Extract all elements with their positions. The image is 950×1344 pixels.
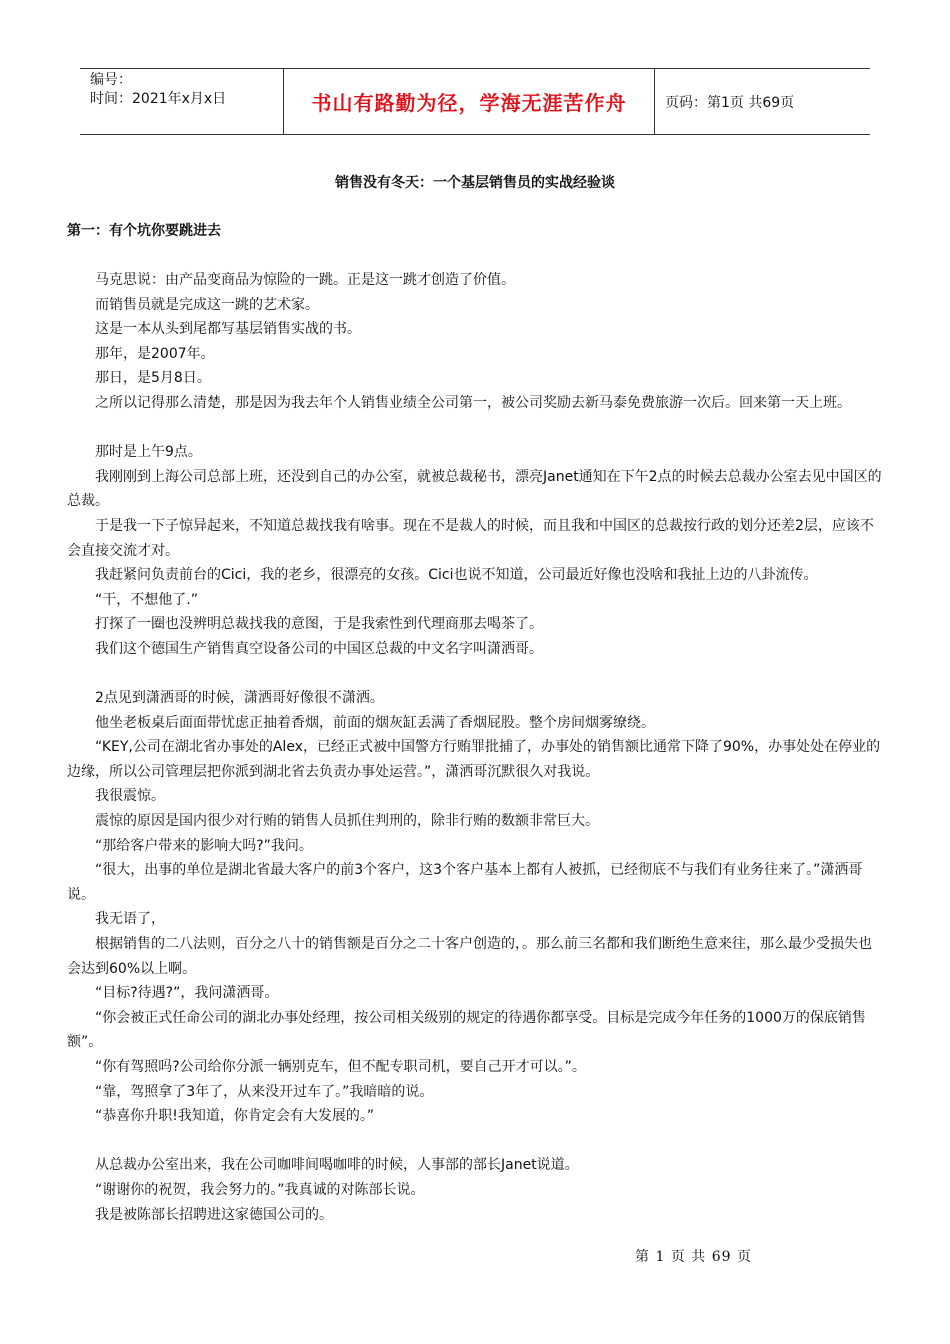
document-title: 销售没有冬天：一个基层销售员的实战经验谈 (335, 175, 615, 191)
header-table (80, 68, 870, 135)
body-paragraph: “恭喜你升职!我知道，你肯定会有大发展的。” (95, 1108, 375, 1125)
body-paragraph: 根据销售的二八法则，百分之八十的销售额是百分之二十客户创造的，。那么前三名都和我们断绝生意来往，那么最少受损失也会达到60%以上啊。 (67, 936, 872, 977)
body-paragraph: “KEY,公司在湖北省办事处的Alex，已经正式被中国警方行贿罪批捕了，办事处的销售额比通常下降了90%，办事处处在停业的边缘，所以公司管理层把你派到湖北省去负责办事处运营。”，潇洒哥沉默很久对我说。 (67, 739, 881, 780)
body-paragraph: “谢谢你的祝贺，我会努力的。”我真诚的对陈部长说。 (95, 1181, 425, 1198)
body-paragraph: 他坐老板桌后面面带忧虑正抽着香烟，前面的烟灰缸丢满了香烟屁股。整个房间烟雾缭绕。 (95, 714, 655, 731)
body-paragraph: 那时是上午9点。 (95, 444, 202, 461)
body-paragraph: 我是被陈部长招聘进这家德国公司的。 (95, 1206, 333, 1223)
body-paragraph: 之所以记得那么清楚，那是因为我去年个人销售业绩全公司第一，被公司奖励去新马泰免费旅游一次后。回来第一天上班。 (95, 394, 851, 411)
paragraph-gap (67, 1129, 883, 1154)
body-paragraph: 而销售员就是完成这一跳的艺术家。 (95, 296, 319, 313)
section-heading: 第一：有个坑你要跳进去 (67, 223, 221, 239)
body-paragraph: 我刚刚到上海公司总部上班，还没到自己的办公室，就被总裁秘书，漂亮Janet通知在下午2点的时候去总裁办公室去见中国区的总裁。 (67, 468, 882, 510)
body-paragraph: “干，不想他了.” (95, 591, 198, 608)
document-time-label: 时间：2021年x月x日 (90, 91, 227, 107)
body-paragraph: “那给客户带来的影响大吗?”我问。 (95, 837, 313, 854)
document-number-label: 编号： (90, 72, 132, 88)
body-paragraph: 我很震惊。 (95, 788, 165, 805)
header-slogan: 书山有路勤为径，学海无涯苦作舟 (283, 69, 655, 134)
body-paragraph: 马克思说：由产品变商品为惊险的一跳。正是这一跳才创造了价值。 (95, 272, 515, 288)
document-body (67, 268, 883, 1227)
body-paragraph: 我赶紧问负责前台的Cici，我的老乡，很漂亮的女孩。Cici也说不知道，公司最近好像也没啥和我扯上边的八卦流传。 (95, 567, 818, 584)
page-footer: 第 1 页 共 69 页 (635, 1249, 752, 1265)
body-paragraph: 打探了一圈也没辨明总裁找我的意图，于是我索性到代理商那去喝茶了。 (95, 616, 543, 633)
body-paragraph: 那日，是5月8日。 (95, 370, 211, 387)
body-paragraph: “靠，驾照拿了3年了，从来没开过车了。”我暗暗的说。 (95, 1083, 434, 1100)
body-paragraph: 2点见到潇洒哥的时候，潇洒哥好像很不潇洒。 (95, 690, 384, 707)
body-paragraph: 于是我一下子惊异起来，不知道总裁找我有啥事。现在不是裁人的时候，而且我和中国区的总裁按行政的划分还差2层，应该不会直接交流才对。 (67, 517, 874, 559)
body-paragraph: “很大，出事的单位是湖北省最大客户的前3个客户，这3个客户基本上都有人被抓，已经彻底不与我们有业务往来了。”潇洒哥说。 (67, 862, 863, 903)
header-page-info: 页码：第1页 共69页 (665, 94, 795, 111)
body-paragraph: “目标?待遇?”，我问潇洒哥。 (95, 985, 279, 1002)
body-paragraph: 我无语了， (95, 911, 165, 928)
body-paragraph: 从总裁办公室出来，我在公司咖啡间喝咖啡的时候，人事部的部长Janet说道。 (95, 1157, 579, 1174)
body-paragraph: 我们这个德国生产销售真空设备公司的中国区总裁的中文名字叫潇洒哥。 (95, 640, 543, 657)
body-paragraph: 那年，是2007年。 (95, 345, 215, 362)
body-paragraph: 震惊的原因是国内很少对行贿的销售人员抓住判刑的，除非行贿的数额非常巨大。 (95, 813, 599, 830)
header-meta-cell (80, 69, 283, 134)
body-paragraph: “你会被正式任命公司的湖北办事处经理，按公司相关级别的规定的待遇你都享受。目标是完成今年任务的1000万的保底销售额”。 (67, 1009, 866, 1051)
body-paragraph: 这是一本从头到尾都写基层销售实战的书。 (95, 321, 361, 338)
paragraph-gap (67, 416, 883, 441)
paragraph-gap (67, 662, 883, 687)
body-paragraph: “你有驾照吗?公司给你分派一辆别克车，但不配专职司机，要自己开才可以。”。 (95, 1059, 586, 1075)
